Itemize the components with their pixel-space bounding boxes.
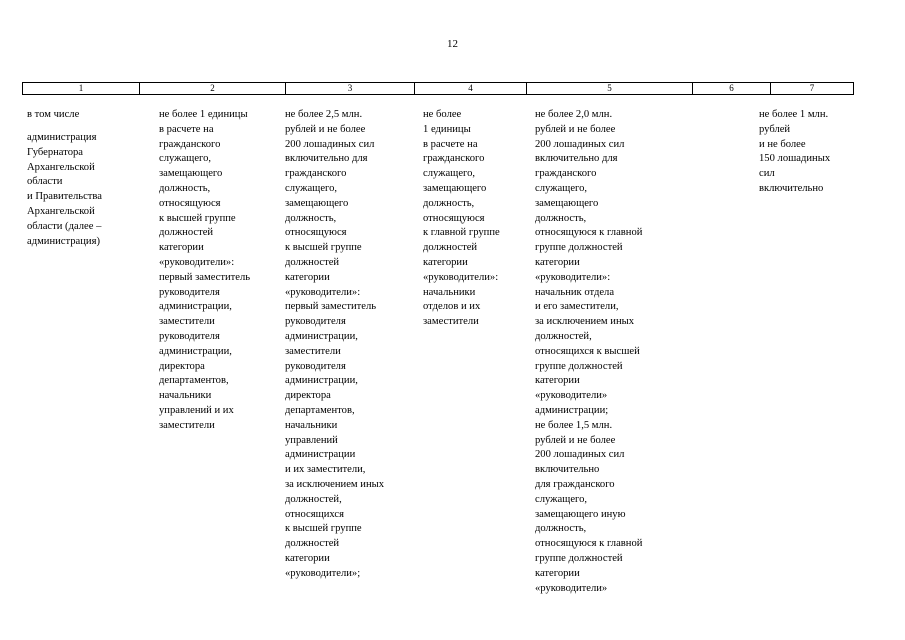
cell-col-2: не более 1 единицы в расчете на гражданского служащего, замещающего должность, относящуюся к высшей группе должностей категории «руководители»: первый заместитель руководителя администрации, заместители руководителя администрации, директора департаментов, начальники управлений и их заместители [159, 109, 251, 431]
header-col-1: 1 [23, 83, 140, 94]
cell-col-1-main: администрация Губернатора Архангельской области и Правительства Архангельской области (далее – администрация) [27, 132, 102, 247]
header-col-5: 5 [527, 83, 693, 94]
cell-col-1-top: в том числе [27, 109, 80, 120]
table-header-row [22, 82, 854, 95]
header-col-6: 6 [693, 83, 771, 94]
cell-col-3: не более 2,5 млн. рублей и не более 200 лошадиных сил включительно для гражданского служащего, замещающего должность, относящуюся к высшей группе должностей категории «руководители»: первый заместитель руководителя администрации, заместители руководителя администрации, директора департаментов, начальники управлений администрации и их заместители, за исключением иных должностей, относящихся к высшей группе должностей категории «руководители»; [285, 109, 385, 579]
header-col-2: 2 [140, 83, 286, 94]
page-number: 12 [447, 38, 458, 50]
cell-col-4: не более 1 единицы в расчете на гражданского служащего, замещающего должность, относящуюся к главной группе должностей категории «руководители»: начальники отделов и их заместители [423, 109, 500, 328]
header-col-7: 7 [809, 83, 815, 93]
header-col-3: 3 [286, 83, 415, 94]
cell-col-7: не более 1 млн. рублей и не более 150 лошадиных сил включительно [759, 109, 831, 194]
cell-col-5: не более 2,0 млн. рублей и не более 200 лошадиных сил включительно для гражданского служащего, замещающего должность, относящуюся к главной группе должностей категории «руководители»: начальник отдела и его заместители, за исключением иных должностей, относящихся к высшей группе должностей категории «руководители» администрации; не более 1,5 млн. рублей и не более 200 лошадиных сил включительно для гражданского служащего, замещающего иную должность, относящуюся к главной группе должностей категории «руководители» [535, 109, 643, 594]
header-col-4: 4 [415, 83, 527, 94]
